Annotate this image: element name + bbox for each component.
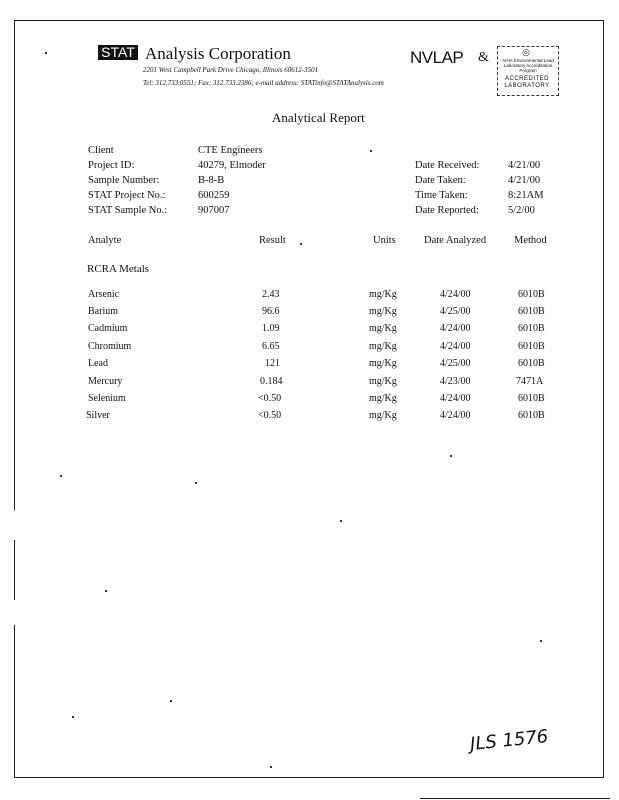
time-taken-value: 8:21AM	[508, 190, 544, 201]
table-cell-analyte: Arsenic	[88, 289, 120, 300]
aiha-accredited-text: ACCREDITED LABORATORY	[504, 76, 550, 89]
table-cell-result: 121	[265, 358, 280, 369]
table-cell-units: mg/Kg	[369, 323, 397, 334]
table-cell-method: 6010B	[518, 393, 545, 404]
table-cell-date: 4/25/00	[440, 306, 471, 317]
aiha-logo-text: AIHA Environmental Lead Laboratory Accreditation Program	[502, 58, 554, 73]
result-header: Result	[259, 235, 286, 246]
table-cell-method: 7471A	[516, 376, 544, 387]
scan-speck	[370, 150, 372, 152]
method-header: Method	[514, 235, 547, 246]
table-cell-analyte: Silver	[86, 410, 110, 421]
scan-speck	[72, 716, 74, 718]
table-cell-units: mg/Kg	[369, 289, 397, 300]
table-cell-units: mg/Kg	[369, 410, 397, 421]
table-cell-analyte: Chromium	[88, 341, 132, 352]
table-cell-result: <0.50	[258, 410, 282, 421]
scan-speck	[340, 520, 342, 522]
table-cell-date: 4/25/00	[440, 358, 471, 369]
table-cell-analyte: Barium	[88, 306, 118, 317]
sample-number-label: Sample Number:	[88, 175, 160, 186]
table-cell-analyte: Cadmium	[88, 323, 128, 334]
sample-number-value: B-8-B	[198, 175, 225, 186]
table-cell-result: 6.65	[262, 341, 280, 352]
table-cell-date: 4/24/00	[440, 341, 471, 352]
table-cell-method: 6010B	[518, 358, 545, 369]
table-cell-result: 96.6	[262, 306, 280, 317]
handwritten-note: JLS 1576	[469, 725, 550, 756]
table-cell-date: 4/24/00	[440, 410, 471, 421]
section-title: RCRA Metals	[87, 263, 150, 275]
nvlap-logo: NVLAP	[410, 48, 464, 67]
footer-rule	[420, 798, 610, 799]
table-cell-units: mg/Kg	[369, 341, 397, 352]
table-cell-method: 6010B	[518, 410, 545, 421]
scan-speck	[450, 455, 452, 457]
scan-speck	[270, 766, 272, 768]
stat-project-label: STAT Project No.:	[88, 190, 166, 201]
client-value: CTE Engineers	[198, 145, 263, 156]
scan-speck	[540, 640, 542, 642]
table-cell-date: 4/24/00	[440, 393, 471, 404]
scan-speck	[170, 700, 172, 702]
date-received-value: 4/21/00	[508, 160, 541, 171]
table-cell-method: 6010B	[518, 289, 545, 300]
date-taken-value: 4/21/00	[508, 175, 541, 186]
stat-sample-label: STAT Sample No.:	[88, 205, 168, 216]
table-cell-units: mg/Kg	[369, 393, 397, 404]
date-reported-label: Date Reported:	[415, 205, 479, 216]
date-reported-value: 5/2/00	[508, 205, 535, 216]
table-cell-method: 6010B	[518, 341, 545, 352]
table-cell-analyte: Lead	[88, 358, 108, 369]
analyte-header: Analyte	[88, 235, 122, 246]
report-title: Analytical Report	[272, 110, 365, 125]
table-cell-date: 4/24/00	[440, 289, 471, 300]
scan-speck	[60, 475, 62, 477]
ampersand: &	[478, 50, 489, 65]
date-received-label: Date Received:	[415, 160, 480, 171]
units-header: Units	[373, 235, 396, 246]
page-border-left	[14, 540, 15, 600]
table-cell-result: 2.43	[262, 289, 280, 300]
page-border-right	[603, 20, 604, 778]
company-name: Analysis Corporation	[145, 44, 291, 63]
page-border-left	[14, 20, 15, 510]
company-contact: Tel: 312.733.0551; Fax: 312.733.2386; e-mail address: STATinfo@STATAnalysis.com	[143, 79, 384, 87]
page-border-top	[14, 20, 604, 21]
stat-sample-value: 907007	[198, 205, 230, 216]
client-label: Client	[88, 145, 114, 156]
scan-speck	[105, 590, 107, 592]
table-cell-date: 4/23/00	[440, 376, 471, 387]
table-cell-result: <0.50	[258, 393, 282, 404]
table-cell-analyte: Selenium	[88, 393, 126, 404]
table-cell-method: 6010B	[518, 323, 545, 334]
table-cell-method: 6010B	[518, 306, 545, 317]
scan-speck	[300, 243, 302, 245]
scan-speck	[195, 482, 197, 484]
table-cell-units: mg/Kg	[369, 376, 397, 387]
page-border-bottom	[14, 777, 604, 778]
table-cell-analyte: Mercury	[88, 376, 123, 387]
time-taken-label: Time Taken:	[415, 190, 468, 201]
table-cell-units: mg/Kg	[369, 306, 397, 317]
page-border-left	[14, 625, 15, 778]
date-taken-label: Date Taken:	[415, 175, 466, 186]
scan-speck	[45, 52, 47, 54]
company-address: 2201 West Campbell Park Drive Chicago, Illinois 60612-3501	[143, 66, 319, 74]
project-id-value: 40279, Elmoder	[198, 160, 266, 171]
aiha-emblem-icon: ◎	[522, 47, 530, 57]
table-cell-result: 0.184	[260, 376, 283, 387]
table-cell-result: 1.09	[262, 323, 280, 334]
table-cell-date: 4/24/00	[440, 323, 471, 334]
stat-logo: STAT	[98, 45, 138, 60]
table-cell-units: mg/Kg	[369, 358, 397, 369]
date-analyzed-header: Date Analyzed	[424, 235, 487, 246]
project-id-label: Project ID:	[88, 160, 135, 171]
stat-project-value: 600259	[198, 190, 230, 201]
